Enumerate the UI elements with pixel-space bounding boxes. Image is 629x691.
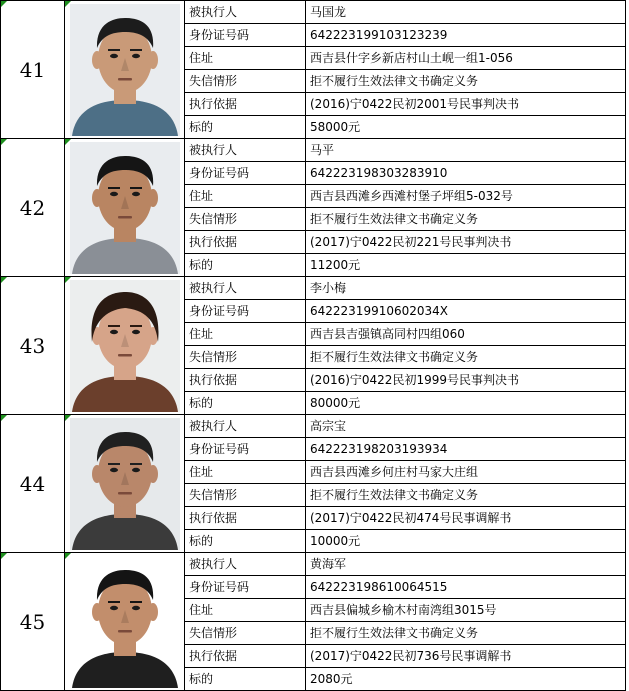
field-label-basis: 执行依据: [185, 507, 306, 530]
field-value-id: 642223198610064515: [306, 576, 626, 599]
field-value-address: 西吉县偏城乡榆木村南湾组3015号: [306, 599, 626, 622]
field-value-basis: (2016)宁0422民初2001号民事判决书: [306, 93, 626, 116]
field-value-id: 642223198303283910: [306, 162, 626, 185]
record-number: 42: [1, 139, 65, 277]
field-label-id: 身份证号码: [185, 24, 306, 47]
field-value-basis: (2016)宁0422民初1999号民事判决书: [306, 369, 626, 392]
field-label-name: 被执行人: [185, 1, 306, 24]
field-value-address: 西吉县吉强镇高同村四组060: [306, 323, 626, 346]
field-label-situation: 失信情形: [185, 622, 306, 645]
field-value-situation: 拒不履行生效法律文书确定义务: [306, 622, 626, 645]
field-label-id: 身份证号码: [185, 576, 306, 599]
record-number: 43: [1, 277, 65, 415]
field-value-address: 西吉县西滩乡何庄村马家大庄组: [306, 461, 626, 484]
field-label-address: 住址: [185, 323, 306, 346]
field-label-name: 被执行人: [185, 553, 306, 576]
field-value-situation: 拒不履行生效法律文书确定义务: [306, 484, 626, 507]
field-value-situation: 拒不履行生效法律文书确定义务: [306, 70, 626, 93]
table-row: [1, 277, 626, 300]
field-value-name: 高宗宝: [306, 415, 626, 438]
field-label-id: 身份证号码: [185, 300, 306, 323]
field-value-id: 64222319910602034X: [306, 300, 626, 323]
field-label-amount: 标的: [185, 254, 306, 277]
table-row: [1, 415, 626, 438]
field-label-address: 住址: [185, 185, 306, 208]
person-photo: [70, 418, 180, 550]
field-label-address: 住址: [185, 599, 306, 622]
field-label-basis: 执行依据: [185, 369, 306, 392]
field-value-address: 西吉县什字乡新店村山土岘一组1-056: [306, 47, 626, 70]
field-label-situation: 失信情形: [185, 208, 306, 231]
person-photo: [70, 556, 180, 688]
field-label-name: 被执行人: [185, 139, 306, 162]
table-row: [1, 139, 626, 162]
field-label-situation: 失信情形: [185, 70, 306, 93]
photo-cell: [65, 553, 185, 691]
field-value-situation: 拒不履行生效法律文书确定义务: [306, 208, 626, 231]
photo-cell: [65, 277, 185, 415]
field-value-amount: 10000元: [306, 530, 626, 553]
field-label-address: 住址: [185, 47, 306, 70]
field-label-name: 被执行人: [185, 277, 306, 300]
record-number: 41: [1, 1, 65, 139]
field-label-amount: 标的: [185, 668, 306, 691]
field-value-situation: 拒不履行生效法律文书确定义务: [306, 346, 626, 369]
field-value-id: 642223199103123239: [306, 24, 626, 47]
person-photo: [70, 280, 180, 412]
field-label-id: 身份证号码: [185, 438, 306, 461]
field-value-name: 马平: [306, 139, 626, 162]
field-label-amount: 标的: [185, 116, 306, 139]
photo-cell: [65, 139, 185, 277]
field-value-id: 642223198203193934: [306, 438, 626, 461]
field-value-basis: (2017)宁0422民初736号民事调解书: [306, 645, 626, 668]
field-value-name: 马国龙: [306, 1, 626, 24]
record-number: 45: [1, 553, 65, 691]
field-label-basis: 执行依据: [185, 231, 306, 254]
field-value-basis: (2017)宁0422民初474号民事调解书: [306, 507, 626, 530]
field-label-id: 身份证号码: [185, 162, 306, 185]
field-value-amount: 80000元: [306, 392, 626, 415]
field-label-situation: 失信情形: [185, 484, 306, 507]
field-value-address: 西吉县西滩乡西滩村堡子坪组5-032号: [306, 185, 626, 208]
field-label-basis: 执行依据: [185, 645, 306, 668]
field-label-basis: 执行依据: [185, 93, 306, 116]
field-value-name: 黄海军: [306, 553, 626, 576]
table-row: [1, 1, 626, 24]
field-label-name: 被执行人: [185, 415, 306, 438]
person-photo: [70, 142, 180, 274]
record-number: 44: [1, 415, 65, 553]
field-value-amount: 11200元: [306, 254, 626, 277]
table-body: [1, 1, 626, 691]
photo-cell: [65, 415, 185, 553]
field-value-amount: 2080元: [306, 668, 626, 691]
field-label-address: 住址: [185, 461, 306, 484]
photo-cell: [65, 1, 185, 139]
field-value-name: 李小梅: [306, 277, 626, 300]
field-label-situation: 失信情形: [185, 346, 306, 369]
field-value-basis: (2017)宁0422民初221号民事判决书: [306, 231, 626, 254]
field-label-amount: 标的: [185, 392, 306, 415]
table-row: [1, 553, 626, 576]
person-photo: [70, 4, 180, 136]
field-label-amount: 标的: [185, 530, 306, 553]
field-value-amount: 58000元: [306, 116, 626, 139]
